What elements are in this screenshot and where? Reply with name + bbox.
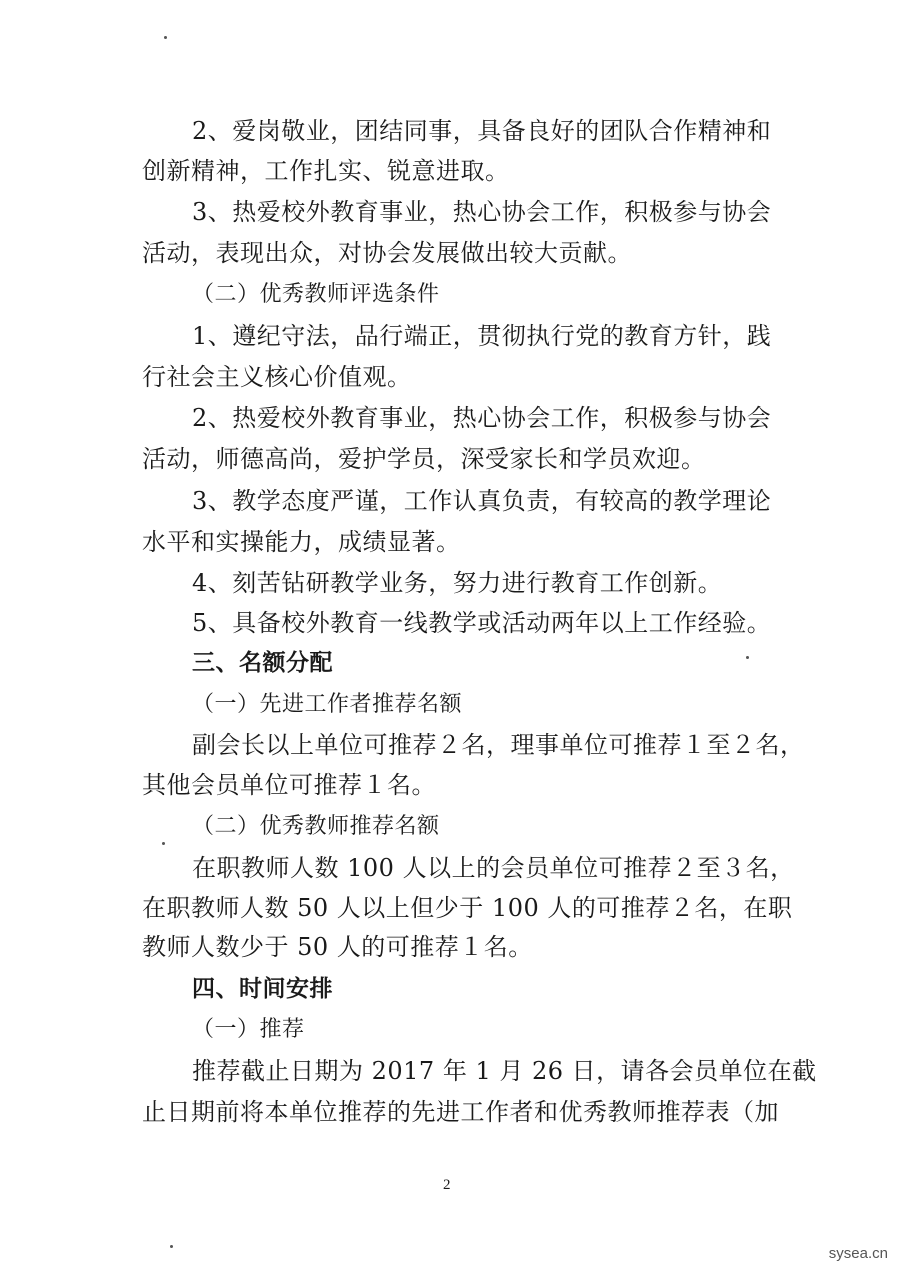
subsection-heading: （二）优秀教师评选条件	[192, 282, 440, 307]
paragraph-line: 在职教师人数 50 人以上但少于 100 人的可推荐２名，在职	[142, 894, 793, 922]
paragraph-line: 活动，师德高尚，爱护学员，深受家长和学员欢迎。	[142, 445, 706, 473]
paragraph-line: 1、遵纪守法，品行端正，贯彻执行党的教育方针，践	[192, 322, 772, 350]
paragraph-line: 止日期前将本单位推荐的先进工作者和优秀教师推荐表（加	[142, 1098, 779, 1126]
watermark-text: sysea.cn	[828, 1245, 888, 1262]
scan-speck	[164, 36, 167, 39]
paragraph-line: 活动，表现出众，对协会发展做出较大贡献。	[142, 239, 632, 267]
subsection-heading: （一）先进工作者推荐名额	[192, 692, 463, 717]
page-number: 2	[443, 1177, 451, 1193]
section-heading: 三、名额分配	[192, 650, 333, 676]
scan-speck	[162, 842, 165, 845]
subsection-heading: （一）推荐	[192, 1017, 305, 1042]
paragraph-line: 5、具备校外教育一线教学或活动两年以上工作经验。	[192, 609, 772, 637]
paragraph-line: 2、爱岗敬业，团结同事，具备良好的团队合作精神和	[192, 117, 772, 145]
paragraph-line: 副会长以上单位可推荐２名，理事单位可推荐１至２名，	[192, 731, 805, 759]
paragraph-line: 4、刻苦钻研教学业务，努力进行教育工作创新。	[192, 569, 723, 597]
paragraph-line: 行社会主义核心价值观。	[142, 363, 412, 391]
paragraph-line: 3、教学态度严谨，工作认真负责，有较高的教学理论	[192, 487, 772, 515]
section-heading: 四、时间安排	[192, 976, 333, 1002]
paragraph-line: 3、热爱校外教育事业，热心协会工作，积极参与协会	[192, 198, 772, 226]
paragraph-line: 其他会员单位可推荐１名。	[142, 771, 436, 799]
scan-speck	[170, 1245, 173, 1248]
paragraph-line: 教师人数少于 50 人的可推荐１名。	[142, 933, 533, 961]
paragraph-line: 推荐截止日期为 2017 年 1 月 26 日，请各会员单位在截	[192, 1057, 817, 1085]
paragraph-line: 2、热爱校外教育事业，热心协会工作，积极参与协会	[192, 404, 772, 432]
paragraph-line: 创新精神，工作扎实、锐意进取。	[142, 157, 510, 185]
paragraph-line: 水平和实操能力，成绩显著。	[142, 528, 461, 556]
paragraph-line: 在职教师人数 100 人以上的会员单位可推荐２至３名，	[192, 854, 795, 882]
subsection-heading: （二）优秀教师推荐名额	[192, 814, 440, 839]
scan-speck	[746, 656, 749, 659]
